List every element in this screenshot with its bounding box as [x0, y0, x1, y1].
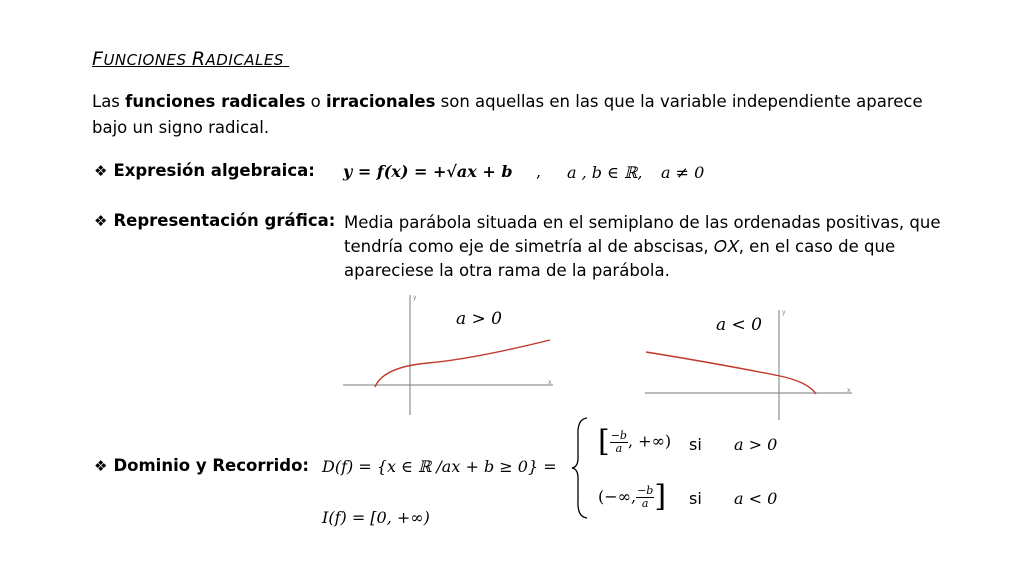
x-axis-label: x [847, 387, 851, 394]
intro-paragraph: Las funciones radicales o irracionales son aquellas en las que la variable independiente aparece bajo un signo radical. [92, 92, 923, 137]
dominio-label: Dominio y Recorrido: [113, 456, 310, 475]
term-radicales: funciones radicales [125, 92, 306, 111]
case1-condition: a > 0 [734, 435, 778, 454]
x-axis-label: x [548, 379, 552, 386]
expresion-label: Expresión algebraica: [113, 161, 315, 180]
domain-case-positive: [ $\frac{-b}{a}$ , +∞) [598, 424, 672, 459]
expresion-formula: 𝒚 = 𝒇(𝒙) = +√𝒂𝒙 + 𝒃 [343, 162, 513, 181]
piecewise-brace [570, 416, 590, 520]
half-parabola-curve [375, 340, 550, 387]
diamond-bullet-icon: ❖ [94, 162, 108, 180]
bullet-dominio [94, 456, 309, 475]
case1-si: si [689, 435, 702, 454]
domain-formula: D(f) = {x ∈ ℝ /ax + b ≥ 0} = [322, 457, 557, 476]
range-formula: I(f) = [0, +∞) [322, 508, 430, 527]
expresion-condition-a: a ≠ 0 [661, 163, 705, 182]
case2-si: si [689, 489, 702, 508]
y-axis-label: y [782, 309, 786, 316]
y-axis-label: y [413, 294, 417, 301]
graph-a-positive [338, 290, 558, 420]
expresion-comma: , [536, 162, 542, 181]
diamond-bullet-icon: ❖ [94, 457, 108, 475]
graph1-label: a > 0 [456, 309, 503, 329]
graph2-label: a < 0 [716, 315, 763, 335]
representacion-description: Media parábola situada en el semiplano de las ordenadas positivas, que tendría como eje de simetría al de abscisas, 𝑂𝑋, en el caso de que apareciese la otra rama de la parábola. [344, 213, 941, 280]
case2-condition: a < 0 [734, 489, 778, 508]
expresion-condition-ab: a , b ∈ ℝ, [567, 163, 643, 182]
half-parabola-curve [646, 352, 816, 394]
term-irracionales: irracionales [326, 92, 436, 111]
bullet-expresion [94, 161, 315, 180]
bullet-representacion [94, 211, 335, 230]
diamond-bullet-icon: ❖ [94, 212, 108, 230]
representacion-label: Representación gráfica: [113, 211, 336, 230]
page-title: FUNCIONES RADICALES [92, 48, 284, 70]
domain-case-negative: (−∞, $\frac{-b}{a}$ ] [598, 479, 667, 514]
